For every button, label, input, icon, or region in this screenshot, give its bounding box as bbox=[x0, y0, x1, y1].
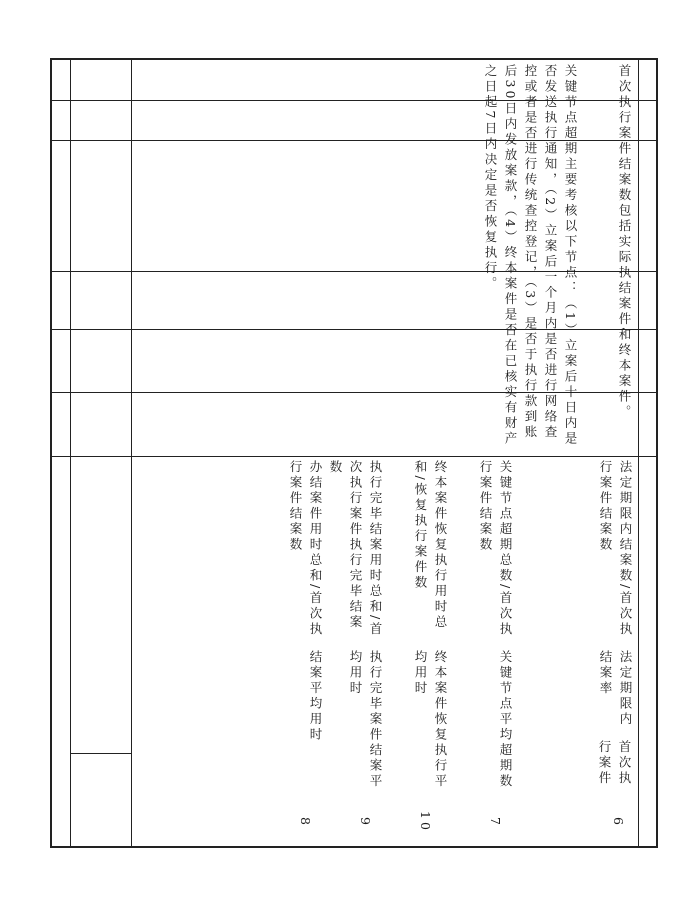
merged-cell-divider bbox=[70, 753, 131, 754]
row-divider bbox=[52, 456, 656, 457]
row-7-number: 7 bbox=[488, 816, 503, 828]
row-9-indicator: 执行完毕案件结案平均用时 bbox=[348, 650, 383, 790]
col-divider bbox=[131, 60, 132, 846]
row-9-formula: 执行完毕结案用时总和/首次执行案件执行完毕结案数 bbox=[328, 460, 383, 638]
row-8-indicator: 结案平均用时 bbox=[308, 650, 323, 743]
row-6-note: 首次执行案件结案数包括实际执结案件和终本案件。 bbox=[617, 64, 632, 421]
row-6-number: 6 bbox=[611, 816, 626, 828]
col-divider bbox=[638, 60, 639, 846]
row-6-category: 首次执行案件 bbox=[597, 740, 632, 787]
row-8-formula: 办结案件用时总和/首次执行案件结案数 bbox=[288, 460, 323, 638]
col-divider bbox=[70, 60, 71, 846]
row-7-formula: 关键节点超期总数/首次执行案件结案数 bbox=[478, 460, 513, 638]
row-7-note: 关键节点超期主要考核以下节点：（1）立案后十日内是否发送执行通知，（2）立案后一个月内是否进行网络查控或者是否进行传统查控登记，（3）是否于执行款到账后30日内发放案款，（4）终本案件是否在已核实有财产之日起7日内决定是否恢复执行。 bbox=[483, 64, 578, 448]
row-10-number: 10 bbox=[418, 811, 433, 833]
row-10-indicator: 终本案件恢复执行平均用时 bbox=[413, 650, 448, 790]
row-6-formula: 法定期限内结案数/首次执行案件结案数 bbox=[598, 460, 633, 638]
row-7-indicator: 关键节点平均超期数 bbox=[498, 650, 513, 790]
row-10-formula: 终本案件恢复执行用时总和/恢复执行案件数 bbox=[413, 460, 448, 631]
row-6-indicator: 法定期限内结案率 bbox=[598, 650, 633, 728]
row-8-number: 8 bbox=[298, 816, 313, 828]
row-9-number: 9 bbox=[358, 816, 373, 828]
